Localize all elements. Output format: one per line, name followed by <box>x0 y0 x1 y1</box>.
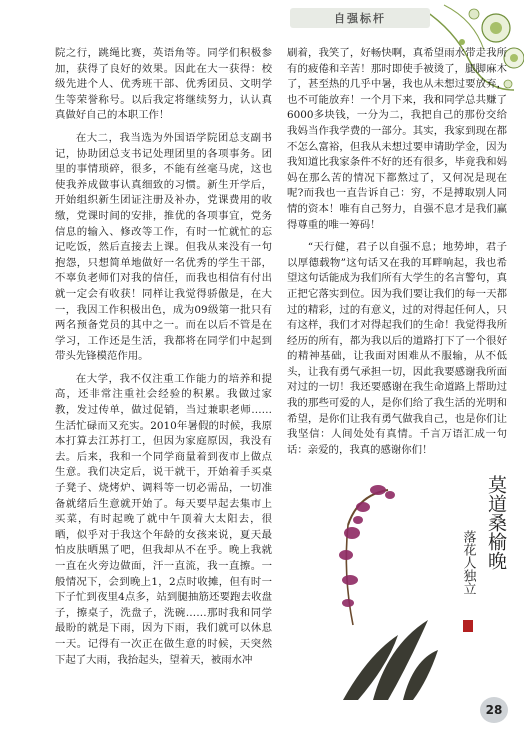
paragraph: 刷着，我笑了，好畅快啊，真希望雨水带走我所有的疲倦和辛苦！那时即使手被烫了，腿脚麻木了，甚至热的几乎中暑，我也从未想过要放弃，也不可能放弃！一个月下来，我和同学总共赚了6000多块钱，一分为二，我把自己的那份交给我妈当作我学费的一部分。其实，我家到现在都不怎么富裕，但我从未想过要申请助学金，因为我知道比我家条件不好的还有很多，毕竟我和妈妈在那么苦的情况下都熬过了，又何况是现在呢?而我也一直告诉自己：穷，不是搏取别人同情的资本！唯有自己努力，自强不息才是我们赢得尊重的唯一筹码！ <box>287 47 507 231</box>
page-number: 28 <box>480 697 508 723</box>
paragraph: 在大二，我当选为外国语学院团总支副书记，协助团总支书记处理团里的各项事务。团里的事情琐碎，很多，不能有丝毫马虎，这也使我养成做事认真细致的习惯。新生开学后，开始组织新生团证注册及补办，党课费用的收缴，党课时间的安排，推优的各项事宜，党务信息的输入、修改等工作，有时一忙就忙的忘记吃饭，然后直接去上课。但我从来没有一句抱怨，只想简单地做好一名优秀的学生干部，不辜负老师们对我的信任，而我也相信有付出就一定会有收获！同样让我觉得骄傲是，在大一，我因工作积极出色，成为09级第一批只有两名预备党员的其中之一。而在以后不管是在学习，工作还是生活，我都将在同学们中起到带头先锋模范作用。 <box>55 131 272 363</box>
paragraph: “天行健，君子以自强不息；地势坤，君子以厚德载物”这句话又在我的耳畔响起，我也希望这句话能成为我们所有大学生的名言警句，真正把它落实到位。因为我们要让我们的每一天都过的精彩，过的有意义，过的对得起任何人，只有这样，我们才对得起我们的生命！我觉得我所经历的所有，都为我以后的道路打下了一个很好的精神基础，让我面对困难从不服输，从不低头，让我有勇气承担一切，因此我要感谢我所面对过的一切！我还要感谢在我生命道路上帮助过我的那些可爱的人，是你们给了我生活的光明和希望，是你们让我有勇气做我自己，也是你们让我坚信：人间处处有真情。千言万语汇成一句话：亲爱的，我真的感谢你们！ <box>287 241 507 456</box>
calligraphy-left: 落花人独立 <box>460 530 476 595</box>
section-header-banner: 自强标杆 <box>290 8 430 28</box>
paragraph: 在大学，我不仅注重工作能力的培养和提高，还非常注重社会经验的积累。我做过家教，发过传单，做过促销，当过兼职老师……生活忙碌而又充实。2010年暑假的时候，我原本打算去江苏打工，但因为家庭原因，我没有去。后来，我和一个同学商量着到夜市上做点生意。我们决定后，说干就干，开始着手买桌子凳子、烧烤炉、调料等一切必需品，一切准备就绪后生意就开始了。每天要早起去集市上买菜，有时起晚了就中午顶着大太阳去，很晒，似乎对于我这个年龄的女孩来说，夏天最怕皮肤晒黑了吧，但我却从不在乎。晚上我就一直在火旁边做面，汗一直流，我一直擦。一般情况下，会到晚上1，2点时收摊，但有时一下子忙到夜里4点多，站到腿抽筋还要跑去收盘子，擦桌子，洗盘子，洗碗……那时我和同学最盼的就是下雨，因为下雨，我们就可以休息一天。记得有一次正在做生意的时候，天突然下起了大雨，我抬起头，望着天，被雨水冲 <box>55 372 272 666</box>
paragraph: 院之行，跳绳比赛，英语角等。同学们积极参加，获得了良好的效果。因此在大一获得：校级先进个人、优秀班干部、优秀团员、文明学生等荣誉称号。以后我定将继续努力，认认真真做好自己的本职工作！ <box>55 47 272 122</box>
right-text-column <box>287 46 507 465</box>
ink-orchid-painting <box>318 455 518 705</box>
calligraphy-right: 莫道桑榆晚 <box>485 475 507 570</box>
red-seal-stamp <box>463 620 473 632</box>
left-text-column <box>55 46 272 675</box>
